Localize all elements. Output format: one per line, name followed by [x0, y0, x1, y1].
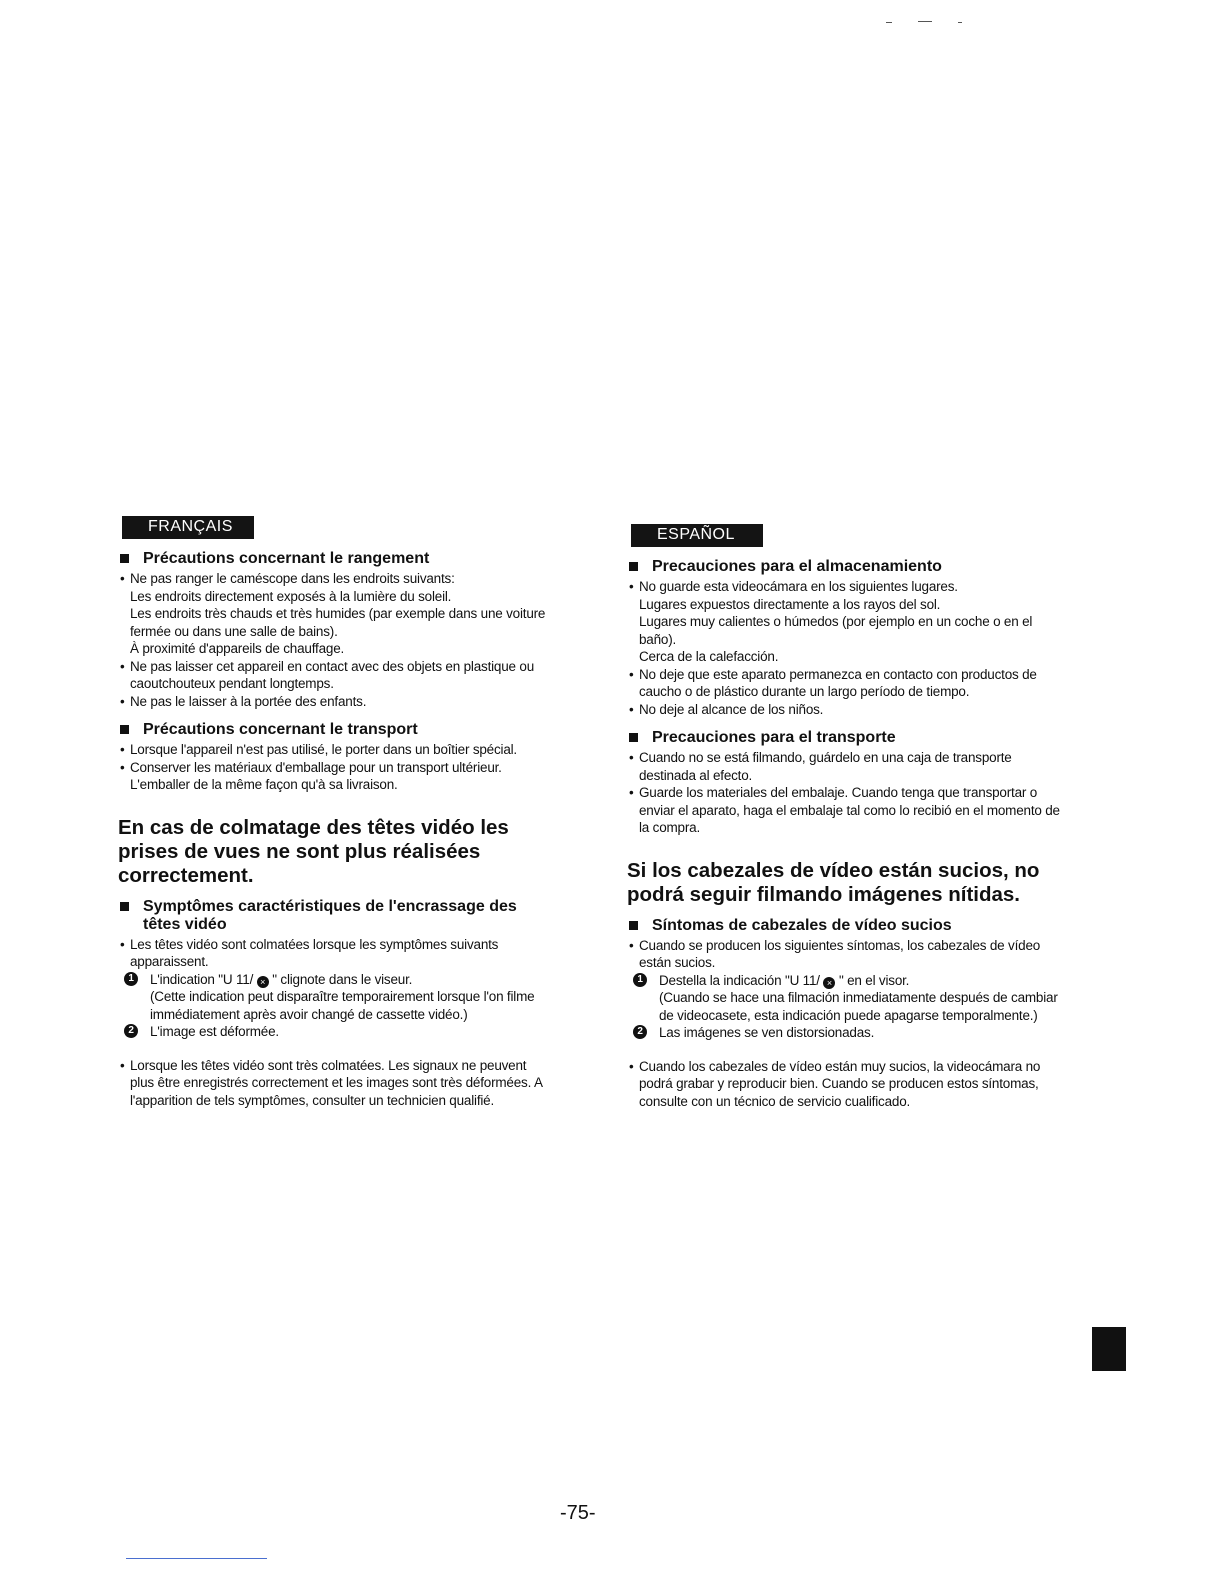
dirty-heads-heading: Si los cabezales de vídeo están sucios, no podrá seguir filmando imágenes nítidas.: [627, 858, 1040, 906]
symptom-note: (Cuando se hace una filmación inmediatamente después de cambiar de videocasete, esta indicación puede apagarse temporalmente.): [659, 990, 1058, 1023]
transport-bullet: • Cuando no se está filmando, guárdelo en una caja de transporte destinada al efecto.: [629, 750, 1012, 783]
storage-line: Lugares muy calientes o húmedos (por ejemplo en un coche o en el baño).: [639, 614, 1033, 647]
transport-bullet: • Lorsque l'appareil n'est pas utilisé, le porter dans un boîtier spécial.: [120, 742, 517, 757]
square-bullet-icon: [120, 725, 129, 734]
scan-speck: [958, 22, 962, 23]
transport-bullet: • Conserver les matériaux d'emballage pour un transport ultérieur.: [120, 759, 502, 775]
head-clog-heading: En cas de colmatage des têtes vidéo les prises de vues ne sont plus réalisées correctement.: [118, 815, 509, 887]
symptoms-heading: Síntomas de cabezales de vídeo sucios: [627, 917, 1067, 935]
square-bullet-icon: [629, 921, 638, 930]
language-tab-francais: FRANÇAIS: [122, 516, 254, 539]
page-number: -75-: [560, 1502, 596, 1524]
symptom-item-2: 2 Las imágenes se ven distorsionadas.: [627, 1024, 1067, 1042]
storage-heading: Precauciones para el almacenamiento: [627, 558, 1067, 576]
transport-bullet: • Guarde los materiales del embalaje. Cuando tenga que transportar o enviar el aparato, haga el embalaje tal como lo recibió en el momento de la compra.: [629, 785, 1060, 835]
symptoms-bullet: • Lorsque les têtes vidéo sont très colmatées. Les signaux ne peuvent plus être enregistrés correctement et les images sont très déformées. A l'apparition de tels symptômes, consulter un technicien qualifié.: [120, 1057, 542, 1108]
warning-cross-icon: ×: [823, 977, 835, 989]
transport-heading: Precauciones para el transporte: [627, 729, 1067, 747]
symptoms-heading: Symptômes caractéristiques de l'encrassage des têtes vidéo: [118, 898, 548, 934]
number-two-icon: 2: [633, 1025, 647, 1039]
transport-line: L'emballer de la même façon qu'à sa livraison.: [130, 777, 398, 792]
storage-bullet: • Ne pas le laisser à la portée des enfants.: [120, 693, 367, 709]
warning-cross-icon: ×: [257, 976, 269, 988]
page-edge-index-mark: [1092, 1327, 1126, 1371]
storage-line: Cerca de la calefacción.: [639, 649, 779, 664]
symptom-item-1: 1 L'indication "U 11/ × " clignote dans le viseur.: [118, 971, 548, 989]
number-one-icon: 1: [633, 973, 647, 987]
espanol-column: [627, 524, 1067, 1110]
symptoms-bullet: • Cuando se producen los siguientes síntomas, los cabezales de vídeo están sucios.: [629, 937, 1041, 970]
footer-rule: [126, 1558, 267, 1559]
square-bullet-icon: [120, 902, 129, 911]
square-bullet-icon: [629, 733, 638, 742]
storage-line: Les endroits directement exposés à la lumière du soleil.: [130, 588, 452, 604]
scan-speck: [918, 21, 932, 22]
storage-heading: Précautions concernant le rangement: [118, 550, 548, 568]
storage-bullet: • No guarde esta videocámara en los siguientes lugares.: [629, 579, 958, 594]
scan-speck: [886, 22, 892, 23]
number-one-icon: 1: [124, 972, 138, 986]
symptom-item-1: 1 Destella la indicación "U 11/ × " en el visor.: [627, 972, 1067, 990]
storage-line: À proximité d'appareils de chauffage.: [130, 641, 345, 656]
storage-bullet: • Ne pas ranger le caméscope dans les endroits suivants:: [120, 571, 455, 586]
square-bullet-icon: [120, 554, 129, 563]
square-bullet-icon: [629, 562, 638, 571]
storage-bullet: • No deje al alcance de los niños.: [629, 701, 824, 717]
symptom-item-2: 2 L'image est déformée.: [118, 1023, 548, 1041]
storage-line: Lugares expuestos directamente a los rayos del sol.: [639, 596, 941, 612]
storage-bullet: • Ne pas laisser cet appareil en contact avec des objets en plastique ou caoutchouteux pendant longtemps.: [120, 658, 535, 691]
transport-heading: Précautions concernant le transport: [118, 721, 548, 739]
storage-line: Les endroits très chauds et très humides (par exemple dans une voiture fermée ou dans une salle de bains).: [130, 606, 546, 639]
symptoms-bullet: • Cuando los cabezales de vídeo están muy sucios, la videocámara no podrá grabar y reproducir bien. Cuando se producen estos síntomas, consulte con un técnico de servicio cualificado.: [629, 1058, 1041, 1109]
symptoms-bullet: • Les têtes vidéo sont colmatées lorsque les symptômes suivants apparaissent.: [120, 936, 499, 969]
language-tab-espanol: ESPAÑOL: [631, 524, 763, 547]
storage-bullet: • No deje que este aparato permanezca en contacto con productos de caucho o de plástico durante un largo período de tiempo.: [629, 666, 1037, 699]
number-two-icon: 2: [124, 1024, 138, 1038]
francais-column: [118, 516, 548, 1109]
symptom-note: (Cette indication peut disparaître temporairement lorsque l'on filme immédiatement après avoir changé de cassette vidéo.): [150, 989, 535, 1022]
